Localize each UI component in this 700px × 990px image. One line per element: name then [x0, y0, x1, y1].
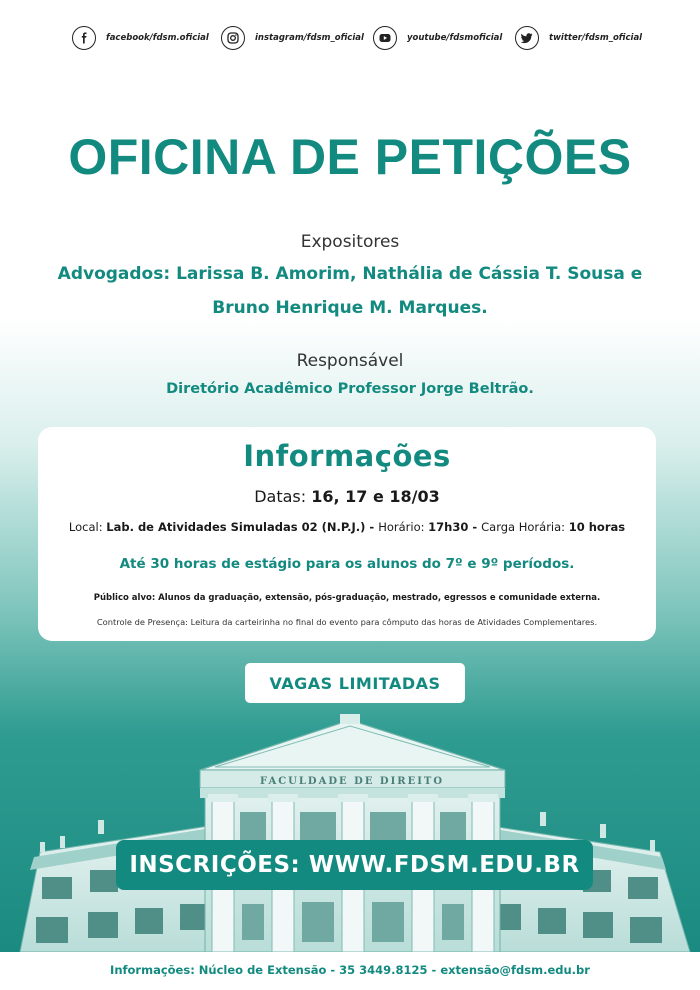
info-controle: Controle de Presença: Leitura da carteirinha no final do evento para cômputo das horas de Atividades Complementares.: [96, 617, 598, 627]
social-bar: [0, 26, 700, 52]
datas-label: Datas:: [254, 487, 312, 506]
social-label: facebook/fdsm.oficial: [106, 33, 209, 43]
social-label: youtube/fdsmoficial: [407, 33, 503, 43]
expositores-label: Expositores: [300, 232, 400, 252]
datas-value: 16, 17 e 18/03: [311, 487, 440, 506]
carga-label: Carga Horária:: [481, 520, 569, 534]
carga-value: 10 horas: [568, 520, 626, 534]
social-instagram[interactable]: [221, 26, 364, 50]
expositores-line-1: Advogados: Larissa B. Amorim, Nathália de Cássia T. Sousa e: [57, 264, 643, 284]
page-title: OFICINA DE PETIÇÕES: [68, 129, 632, 185]
social-youtube[interactable]: [373, 26, 502, 50]
social-twitter[interactable]: [515, 26, 642, 50]
facebook-icon: [72, 26, 96, 50]
social-label: twitter/fdsm_oficial: [549, 33, 643, 43]
building-illustration: [0, 712, 700, 952]
responsavel-value: Diretório Acadêmico Professor Jorge Beltrão.: [166, 381, 534, 397]
youtube-icon: [373, 26, 397, 50]
vagas-limitadas-badge: VAGAS LIMITADAS: [245, 663, 465, 703]
social-label: instagram/fdsm_oficial: [255, 33, 364, 43]
info-estagio: Até 30 horas de estágio para os alunos do 7º e 9º períodos.: [119, 556, 575, 572]
horario-value: 17h30 -: [428, 520, 482, 534]
responsavel-label: Responsável: [296, 351, 404, 371]
info-publico: Público alvo: Alunos da graduação, extensão, pós-graduação, mestrado, egressos e comunidade externa.: [93, 593, 601, 603]
expositores-line-2: Bruno Henrique M. Marques.: [212, 298, 488, 318]
info-card: [38, 427, 656, 641]
instagram-icon: [221, 26, 245, 50]
social-facebook[interactable]: [72, 26, 209, 50]
twitter-icon: [515, 26, 539, 50]
footer: [0, 952, 700, 990]
info-local: [38, 520, 656, 534]
building-inscription: FACULDADE DE DIREITO: [259, 776, 445, 787]
info-title: Informações: [243, 439, 451, 473]
info-dates: [38, 487, 656, 506]
footer-text: Informações: Núcleo de Extensão - 35 3449.8125 - extensão@fdsm.edu.br: [110, 963, 590, 977]
inscricoes-banner[interactable]: INSCRIÇÕES: WWW.FDSM.EDU.BR: [116, 840, 593, 890]
horario-label: Horário:: [378, 520, 429, 534]
local-value: Lab. de Atividades Simuladas 02 (N.P.J.) -: [106, 520, 379, 534]
local-label: Local:: [68, 520, 107, 534]
